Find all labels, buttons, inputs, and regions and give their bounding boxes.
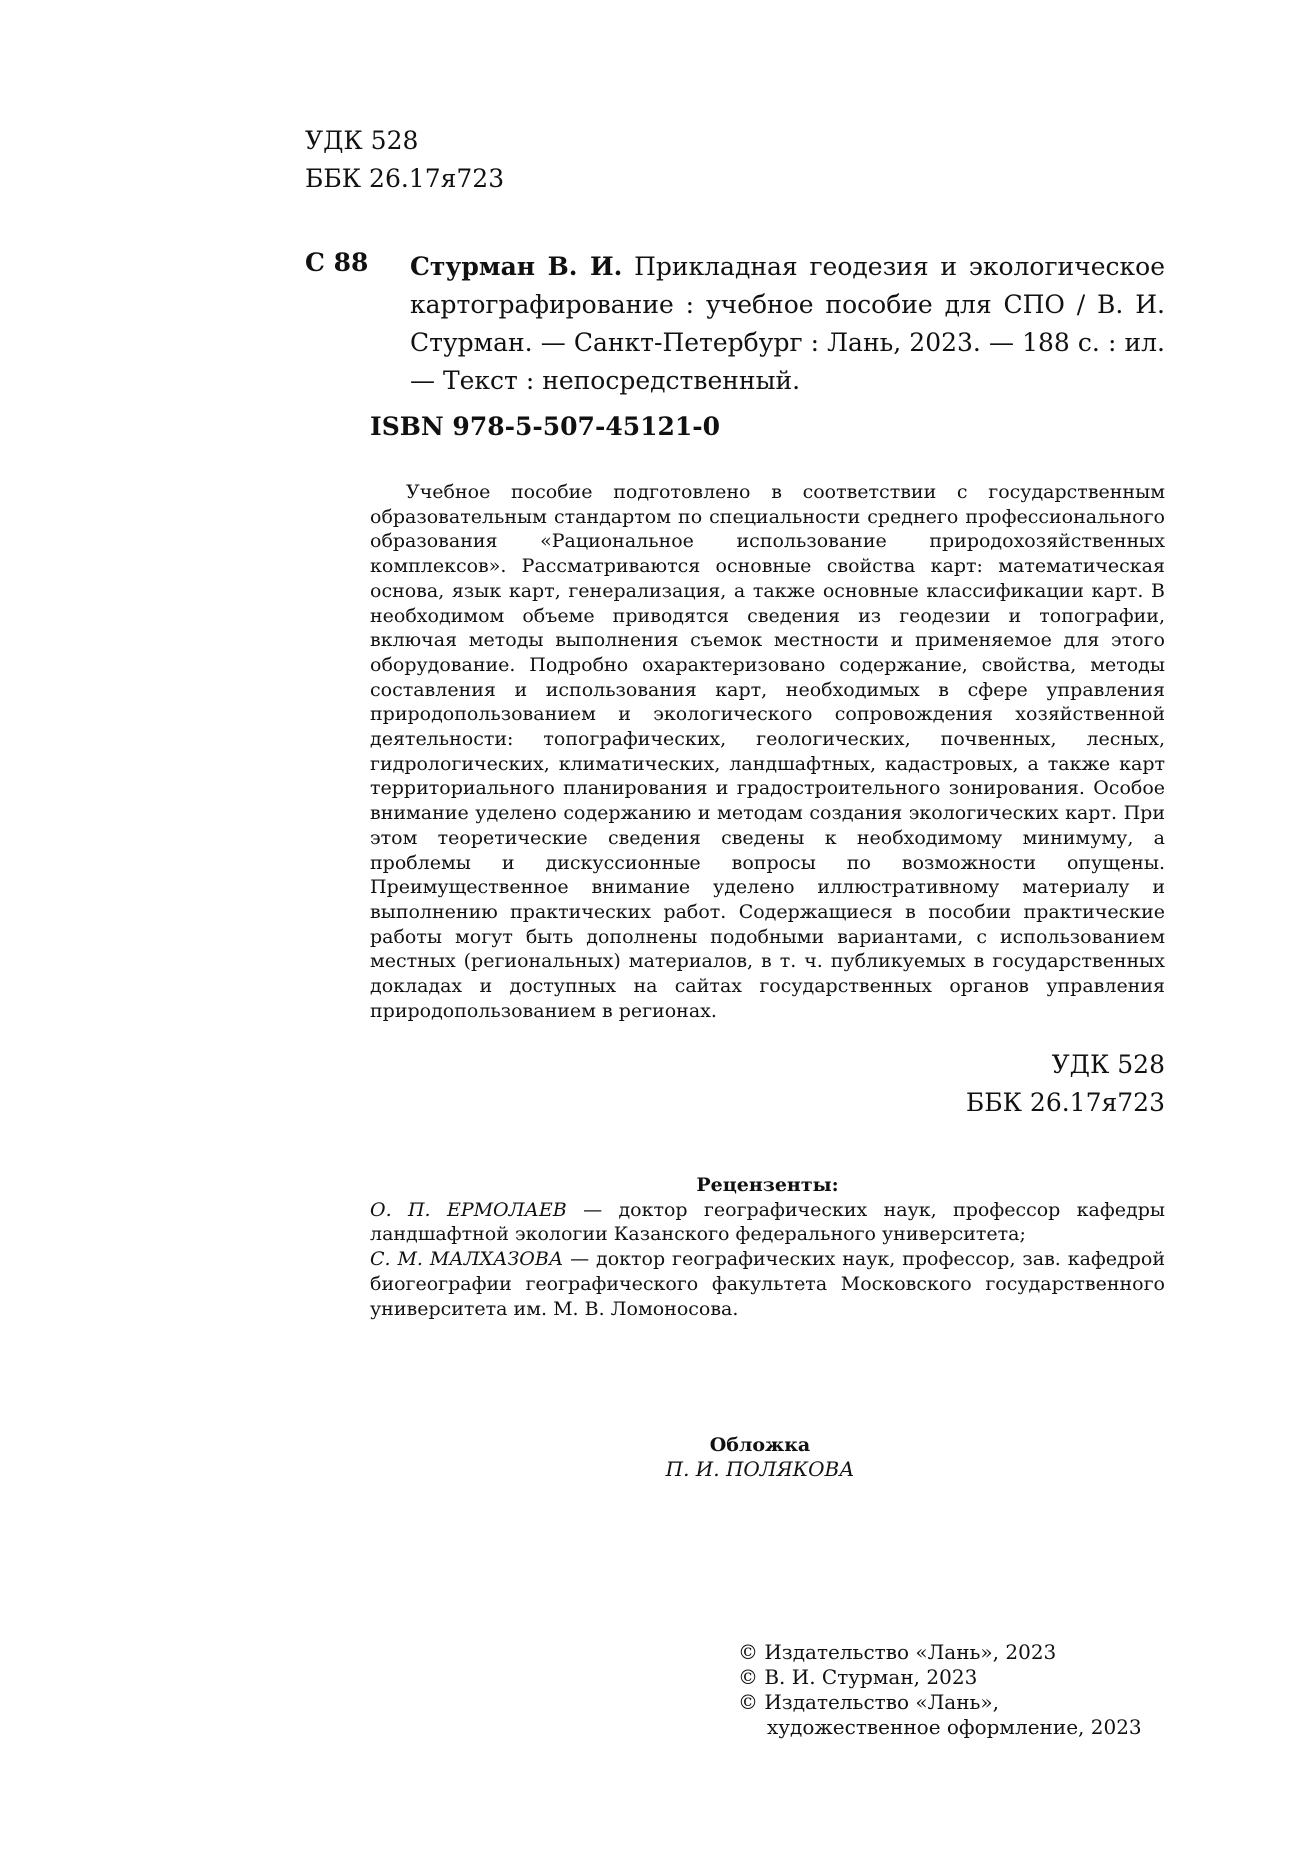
cover-label: Обложка [709, 1434, 811, 1456]
reviewers-title: Рецензенты: [696, 1174, 839, 1196]
classification-codes-top [305, 122, 504, 198]
reviewer-credentials: — доктор географических наук, профессор кафедры ландшафтной экологии Казанского федерального университета; [370, 1198, 1165, 1246]
reviewer-name: С. М. МАЛХАЗОВА [370, 1248, 564, 1271]
udk-code-bottom: УДК 528 [1051, 1050, 1165, 1079]
author-name: Стурман В. И. [410, 252, 623, 281]
cover-designer: П. И. ПОЛЯКОВА [665, 1457, 855, 1481]
reviewer-credentials: — доктор географических наук, профессор, зав. кафедрой биогеографии географического факультета Московского государственного университета им. М. В. Ломоносова. [370, 1248, 1165, 1320]
classification-codes-bottom [966, 1046, 1165, 1122]
abstract-paragraph: Учебное пособие подготовлено в соответствии с государственным образовательным стандартом по специальности среднего профессионального образования «Рациональное использование природохозяйственных комплексов». Рассматриваются основные свойства карт: математическая основа, язык карт, генерализация, а также основные классификации карт. В необходимом объеме приводятся сведения из геодезии и топографии, включая методы выполнения съемок местности и применяемое для этого оборудование. Подробно охарактеризовано содержание, свойства, методы составления и использования карт, необходимых в сфере управления природопользованием и экологического сопровождения хозяйственной деятельности: топографических, геологических, почвенных, лесных, гидрологических, климатических, ландшафтных, кадастровых, а также карт территориального планирования и градостроительного зонирования. Особое внимание уделено содержанию и методам создания экологических карт. При этом теоретические сведения сведены к необходимому минимуму, а проблемы и дискуссионные вопросы по возможности опущены. Преимущественное внимание уделено иллюстративному материалу и выполнению практических работ. Содержащиеся в пособии практические работы могут быть дополнены подобными вариантами, с использованием местных (региональных) материалов, в т. ч. публикуемых в государственных докладах и доступных на сайтах государственных органов управления природопользованием в регионах. [370, 481, 1165, 1022]
copyright-block [738, 1640, 1142, 1740]
bbk-code-bottom: ББК 26.17я723 [965, 1088, 1165, 1117]
udk-code: УДК 528 [305, 126, 419, 155]
bibliographic-description: Прикладная геодезия и экологическое картографирование : учебное пособие для СПО / В. И. Стурман. — Санкт-Петербург : Лань, 2023. — 188 с. : ил. — Текст : непосредственный. [410, 252, 1165, 395]
isbn: ISBN 978-5-507-45121-0 [370, 412, 721, 441]
cover-credit [640, 1433, 880, 1481]
reviewer-entry [370, 1198, 1165, 1247]
bibliographic-record [410, 248, 1165, 400]
bbk-code: ББК 26.17я723 [305, 164, 505, 193]
copyright-line: © Издательство «Лань», [738, 1690, 1000, 1714]
reviewer-entry [370, 1247, 1165, 1321]
author-mark: С 88 [305, 248, 369, 277]
reviewers-block [370, 1173, 1165, 1321]
copyright-line: художественное оформление, 2023 [767, 1715, 1142, 1739]
copyright-line: © Издательство «Лань», 2023 [738, 1640, 1057, 1664]
reviewer-name: О. П. ЕРМОЛАЕВ [370, 1198, 567, 1221]
copyright-line: © В. И. Стурман, 2023 [738, 1665, 978, 1689]
